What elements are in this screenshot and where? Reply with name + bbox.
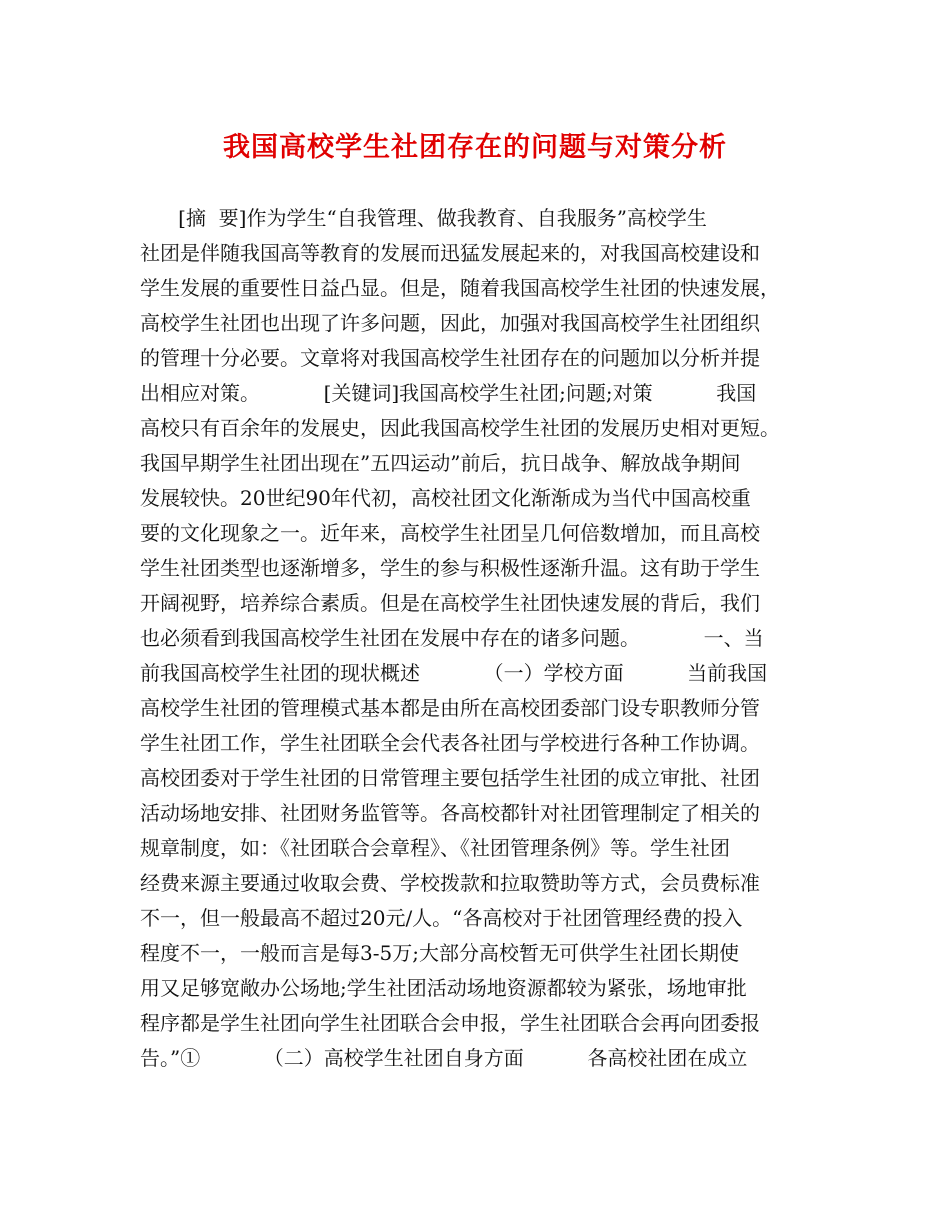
text-line: 程度不一，一般而言是每3-5万;大部分高校暂无可供学生社团长期使 (140, 941, 739, 965)
text-line: 出相应对策。 [关键词]我国高校学生社团;问题;对策 我国 (140, 381, 757, 405)
text-line: 经费来源主要通过收取会费、学校拨款和拉取赞助等方式，会员费标准 (140, 871, 760, 895)
text-line: 学生社团类型也逐渐增多，学生的参与积极性逐渐升温。这有助于学生 (140, 556, 760, 580)
text-line: 我国早期学生社团出现在”五四运动”前后，抗日战争、解放战争期间 (140, 451, 741, 475)
text-line: 开阔视野，培养综合素质。但是在高校学生社团快速发展的背后，我们 (140, 591, 760, 615)
text-line: 不一，但一般最高不超过20元/人。“各高校对于社团管理经费的投入 (140, 906, 743, 930)
text-line: 前我国高校学生社团的现状概述 （一）学校方面 当前我国 (140, 661, 768, 685)
text-line: 告。”① （二）高校学生社团自身方面 各高校社团在成立 (140, 1046, 748, 1070)
text-line: 学生社团工作，学生社团联全会代表各社团与学校进行各种工作协调。 (140, 731, 760, 755)
text-line: [摘 要]作为学生“自我管理、做我教育、自我服务”高校学生 (140, 206, 707, 230)
text-line: 活动场地安排、社团财务监管等。各高校都针对社团管理制定了相关的 (140, 801, 760, 825)
text-line: 高校学生社团也出现了许多问题，因此，加强对我国高校学生社团组织 (140, 311, 760, 335)
text-line: 发展较快。20世纪90年代初，高校社团文化渐渐成为当代中国高校重 (140, 486, 751, 510)
text-line: 的管理十分必要。文章将对我国高校学生社团存在的问题加以分析并提 (140, 346, 760, 370)
text-line: 要的文化现象之一。近年来，高校学生社团呈几何倍数增加，而且高校 (140, 521, 760, 545)
document-body (140, 201, 830, 1076)
text-line: 规章制度，如：《社团联合会章程》、《社团管理条例》等。学生社团 (140, 836, 730, 860)
text-line: 高校学生社团的管理模式基本都是由所在高校团委部门设专职教师分管 (140, 696, 760, 720)
document-title: 我国高校学生社团存在的问题与对策分析 (223, 132, 727, 163)
text-line: 学生发展的重要性日益凸显。但是，随着我国高校学生社团的快速发展， (140, 276, 780, 300)
text-line: 高校只有百余年的发展史，因此我国高校学生社团的发展历史相对更短。 (140, 416, 780, 440)
text-line: 用又足够宽敞办公场地;学生社团活动场地资源都较为紧张，场地审批 (140, 976, 747, 1000)
text-line: 程序都是学生社团向学生社团联合会申报，学生社团联合会再向团委报 (140, 1011, 760, 1035)
text-line: 社团是伴随我国高等教育的发展而迅猛发展起来的，对我国高校建设和 (140, 241, 760, 265)
text-line: 也必须看到我国高校学生社团在发展中存在的诸多问题。 一、当 (140, 626, 764, 650)
text-line: 高校团委对于学生社团的日常管理主要包括学生社团的成立审批、社团 (140, 766, 760, 790)
